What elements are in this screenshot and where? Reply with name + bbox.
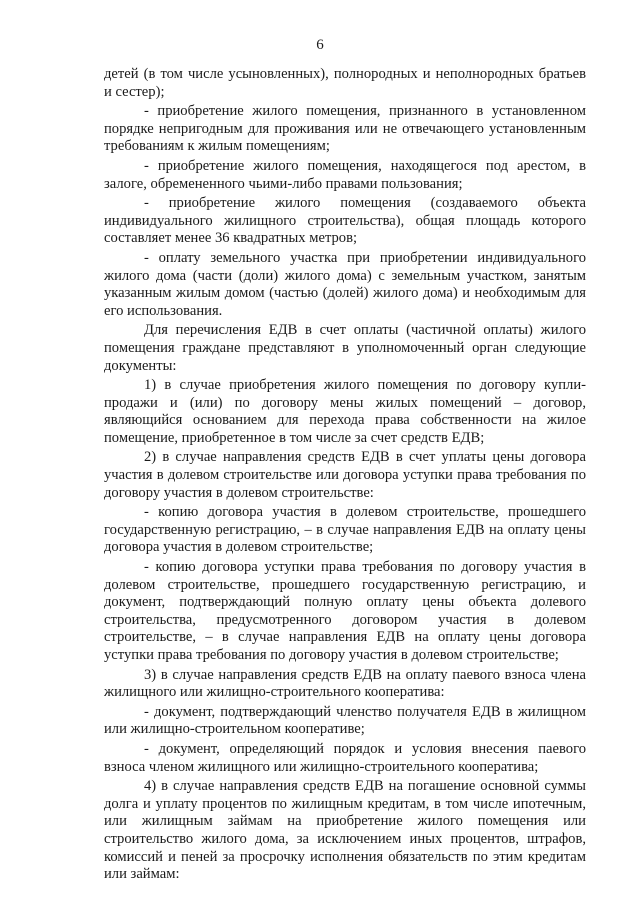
paragraph-intro: Для перечисления ЕДВ в счет оплаты (частичной оплаты) жилого помещения граждане представляют в уполномоченный орган следующие документы:: [104, 322, 586, 374]
paragraph-continuation: детей (в том числе усыновленных), полнородных и неполнородных братьев и сестер);: [104, 66, 586, 100]
paragraph-numbered-item: 1) в случае приобретения жилого помещения по договору купли-продажи и (или) по договору мены жилых помещений – договор, являющийся основанием для перехода права собственности на жилое помещение, приобретенное в том числе за счет средств ЕДВ;: [104, 377, 586, 446]
paragraph-list-item: - копию договора участия в долевом строительстве, прошедшего государственную регистрацию, – в случае направления ЕДВ на оплату цены договора участия в долевом строительстве;: [104, 504, 586, 556]
paragraph-list-item: - приобретение жилого помещения, находящегося под арестом, в залоге, обремененного чьими-либо правами пользования;: [104, 157, 586, 192]
paragraph-list-item: - копию договора уступки права требования по договору участия в долевом строительстве, прошедшего государственную регистрацию, и документ, подтверждающий полную оплату цены объекта долевого строительства, предусмотренного договором участия в долевом строительстве, – в случае направления ЕДВ на оплату цены договора уступки права требования по договору участия в долевом строительстве;: [104, 559, 586, 663]
paragraph-numbered-item: 3) в случае направления средств ЕДВ на оплату паевого взноса члена жилищного или жилищно-строительного кооператива:: [104, 666, 586, 701]
document-body: [104, 66, 586, 886]
paragraph-list-item: - документ, определяющий порядок и условия внесения паевого взноса членом жилищного или жилищно-строительного кооператива;: [104, 740, 586, 775]
page-number: 6: [316, 37, 324, 53]
paragraph-list-item: - приобретение жилого помещения, признанного в установленном порядке непригодным для проживания или не отвечающего установленным требованиям к жилым помещениям;: [104, 103, 586, 155]
paragraph-list-item: - оплату земельного участка при приобретении индивидуального жилого дома (части (доли) жилого дома) с земельным участком, занятым указанным жилым домом (частью (долей) жилого дома) и необходимым для его использования.: [104, 249, 586, 319]
paragraph-numbered-item: 4) в случае направления средств ЕДВ на погашение основной суммы долга и уплату процентов по жилищным кредитам, в том числе ипотечным, или жилищным займам на приобретение жилого помещения или строительство жилого дома, за исключением иных процентов, штрафов, комиссий и пеней за просрочку исполнения обязательств по этим кредитам или займам:: [104, 778, 586, 883]
paragraph-list-item: - документ, подтверждающий членство получателя ЕДВ в жилищном или жилищно-строительном кооперативе;: [104, 703, 586, 738]
paragraph-list-item: - приобретение жилого помещения (создаваемого объекта индивидуального жилищного строительства), общая площадь которого составляет менее 36 квадратных метров;: [104, 195, 586, 247]
paragraph-numbered-item: 2) в случае направления средств ЕДВ в счет уплаты цены договора участия в долевом строительстве или договора уступки права требования по договору участия в долевом строительстве:: [104, 449, 586, 501]
